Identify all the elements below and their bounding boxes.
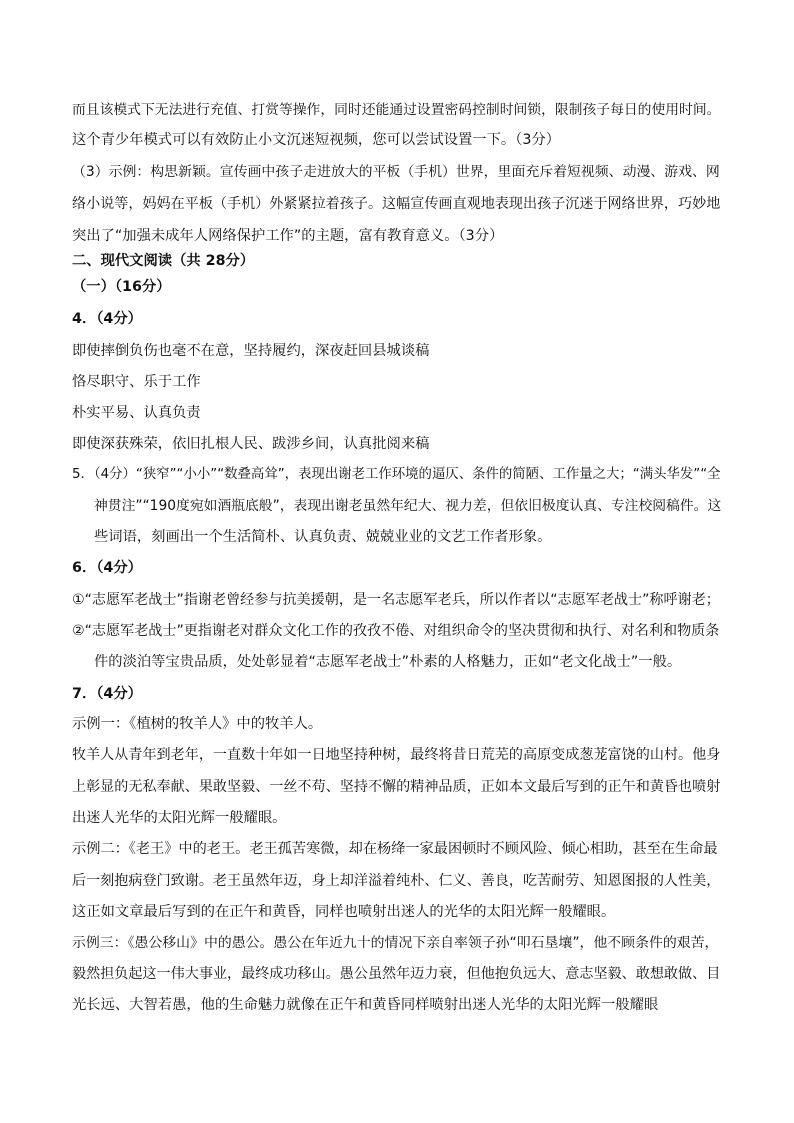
section-heading: 二、现代文阅读（共 28分） xyxy=(72,253,255,269)
answer-line: 上彰显的无私奉献、果敢坚毅、一丝不苟、坚持不懈的精神品质，正如本文最后写到的正午和黄昏也喷射 xyxy=(72,779,721,795)
question-number: 6．（4分） xyxy=(72,560,142,576)
answer-line: 示例一：《植树的牧羊人》中的牧羊人。 xyxy=(72,716,323,732)
question-number: 7．（4分） xyxy=(72,686,142,702)
answer-line: 这正如文章最后写到的在正午和黄昏，同样也喷射出迷人的光华的太阳光辉一般耀眼。 xyxy=(72,904,616,920)
answer-line: ①“志愿军老战士”指谢老曾经参与抗美援朝，是一名志愿军老兵，所以作者以“志愿军老战士”称呼谢老； xyxy=(72,592,720,608)
answer-line: 突出了“加强未成年人网络保护工作”的主题，富有教育意义。（3分） xyxy=(72,228,504,244)
answer-line: ②“志愿军老战士”更指谢老对群众文化工作的孜孜不倦、对组织命令的坚决贯彻和执行、对名利和物质条 xyxy=(72,623,720,639)
answer-line: 些词语，刻画出一个生活简朴、认真负责、兢兢业业的文艺工作者形象。 xyxy=(94,529,552,545)
question-answer: 5．（4分）“狭窄”“小小”“数叠高耸”，表现出谢老工作环境的逼仄、条件的简陋、工作量之大；“满头华发”“全 xyxy=(72,467,721,482)
subsection-heading: （一）（16分） xyxy=(72,279,171,295)
question-number: 4．（4分） xyxy=(72,311,142,327)
answer-line: （3）示例：构思新颖。宣传画中孩子走进放大的平板（手机）世界，里面充斥着短视频、动漫、游戏、网 xyxy=(72,164,720,180)
answer-line: 示例二：《老王》中的老王。老王孤苦寒微，却在杨绛一家最困顿时不顾风险、倾心相助，甚至在生命最 xyxy=(72,841,718,857)
answer-line: 后一刻抱病登门致谢。老王虽然年迈，身上却洋溢着纯朴、仁义、善良，吃苦耐劳、知恩图报的人性美， xyxy=(72,873,721,889)
answer-line: 络小说等，妈妈在平板（手机）外紧紧拉着孩子。这幅宣传画直观地表现出孩子沉迷于网络世界，巧妙地 xyxy=(72,196,721,212)
answer-line: 示例三：《愚公移山》中的愚公。愚公在年近九十的情况下亲自率领子孙“叩石垦壤”，他不顾条件的艰苦， xyxy=(72,935,719,951)
answer-line: 件的淡泊等宝贵品质，处处彰显着“志愿军老战士”朴素的人格魅力，正如“老文化战士”一般。 xyxy=(94,654,682,670)
answer-line: 即使摔倒负伤也毫不在意，坚持履约，深夜赶回县城谈稿 xyxy=(72,343,430,359)
answer-line: 这个青少年模式可以有效防止小文沉迷短视频，您可以尝试设置一下。（3分） xyxy=(72,132,561,148)
answer-line: 牧羊人从青年到老年，一直数十年如一日地坚持种树，最终将昔日荒芜的高原变成葱茏富饶的山村。他身 xyxy=(72,747,721,763)
answer-line: 而且该模式下无法进行充值、打赏等操作，同时还能通过设置密码控制时间锁，限制孩子每日的使用时间。 xyxy=(72,102,721,118)
answer-line: 朴实平易、认真负责 xyxy=(72,405,201,421)
answer-line: 即使深获殊荣，依旧扎根人民、跋涉乡间，认真批阅来稿 xyxy=(72,436,430,452)
answer-line: 毅然担负起这一伟大事业，最终成功移山。愚公虽然年迈力衰，但他抱负远大、意志坚毅、敢想敢做、目 xyxy=(72,966,721,982)
answer-line: 恪尽职守、乐于工作 xyxy=(72,374,201,390)
answer-line: 光长远、大智若愚，他的生命魅力就像在正午和黄昏同样喷射出迷人光华的太阳光辉一般耀眼 xyxy=(72,997,659,1013)
answer-line: 神贯注”“190度宛如酒瓶底般”，表现出谢老虽然年纪大、视力差，但依旧极度认真、专注校阅稿件。这 xyxy=(94,498,722,514)
answer-line: 出迷人光华的太阳光辉一般耀眼。 xyxy=(72,810,287,826)
